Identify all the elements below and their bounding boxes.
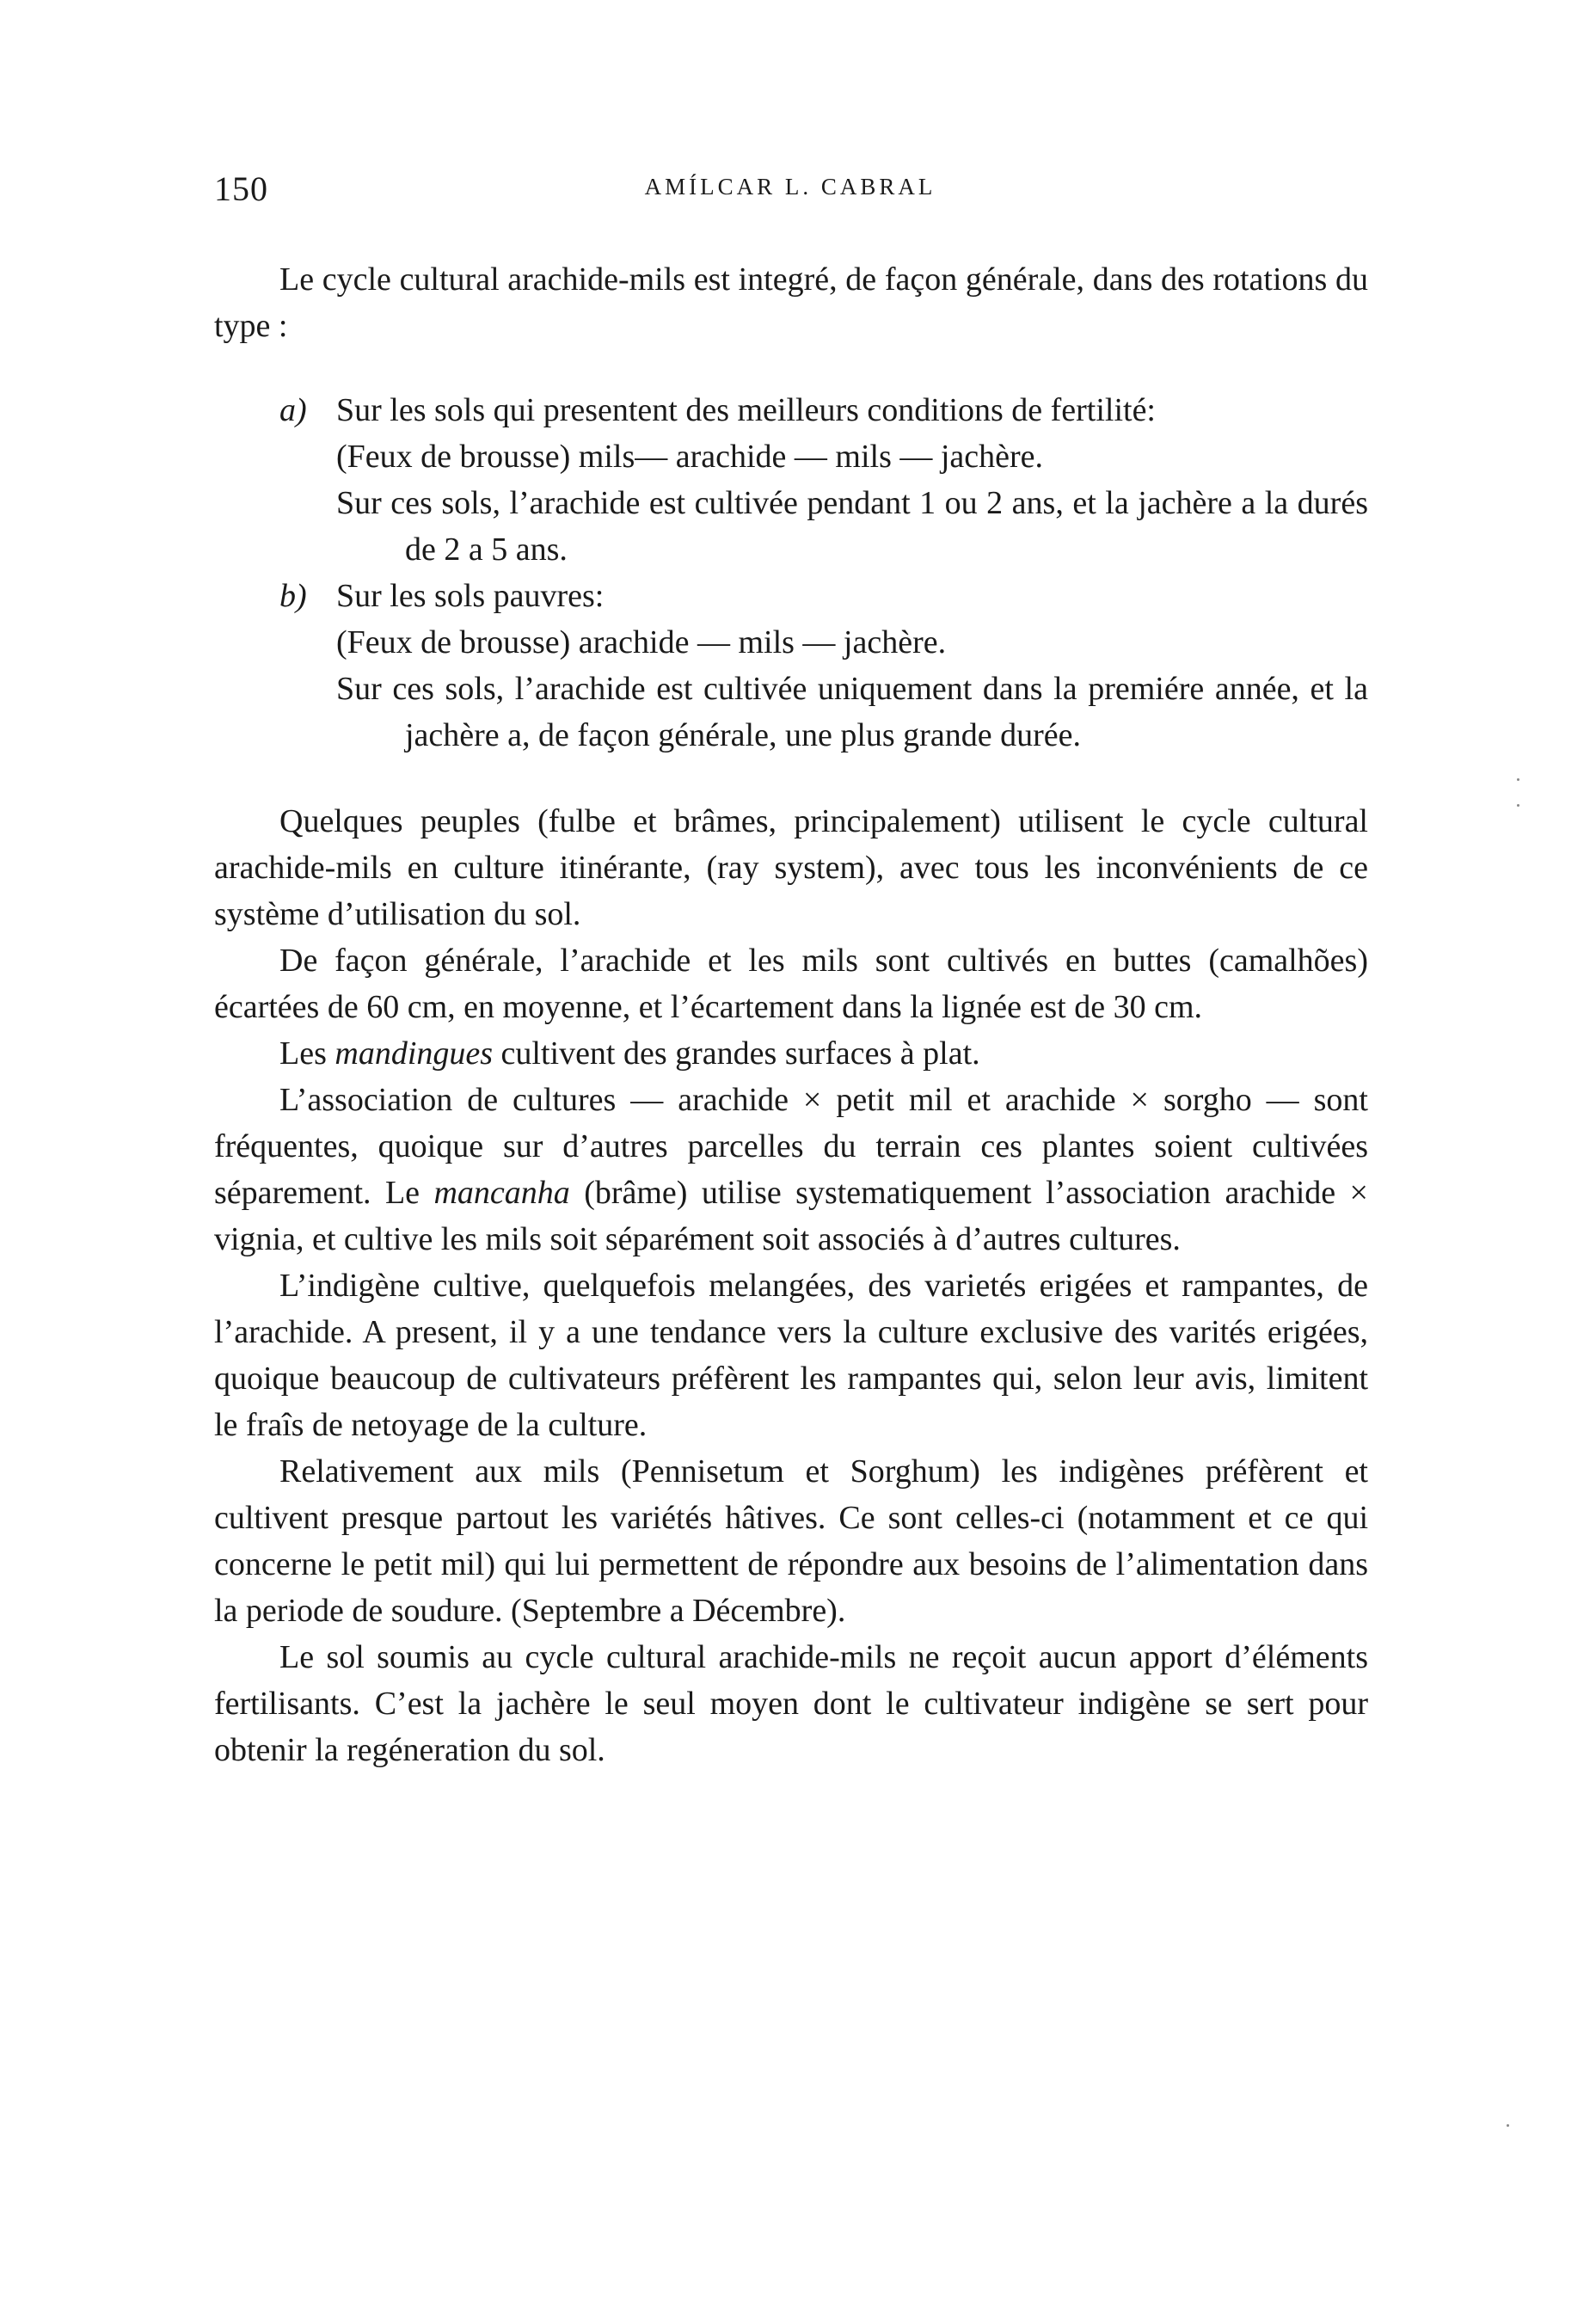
paragraph-mandingues — [214, 1030, 1368, 1077]
emphasis-mancanha: mancanha — [433, 1175, 570, 1211]
rotation-sequence: (Feux de brousse) arachide — mils — jachère. — [336, 624, 947, 660]
paragraph-buttes: De façon générale, l’arachide et les mils sont cultivés en buttes (camalhões) écartées de 60 cm, en moyenne, et l’écartement dans la lignée est de 30 cm. — [214, 943, 1368, 1025]
scan-speck — [1507, 2124, 1509, 2127]
paragraph-mils: Relativement aux mils (Pennisetum et Sorghum) les indigènes préfèrent et cultivent presque partout les variétés hâtives. Ce sont celles-ci (notamment et ce qui concerne le petit mil) qui lui permettent de répondre aux besoins de l’alimentation dans la periode de soudure. (Septembre a Décembre). — [214, 1453, 1368, 1629]
rotation-title-text: Sur les sols pauvres: — [336, 578, 605, 614]
paragraph-itinerant-culture: Quelques peuples (fulbe et brâmes, principalement) utilisent le cycle cultural arachide-mils en culture itinérante, (ray system), avec tous les inconvénients de ce système d’utilisation du sol. — [214, 803, 1368, 932]
rotation-sequence: (Feux de brousse) mils— arachide — mils — jachère. — [336, 439, 1044, 475]
rotation-letter: b) — [279, 578, 307, 614]
paragraph-soil: Le sol soumis au cycle cultural arachide-mils ne reçoit aucun apport d’éléments fertilisants. C’est la jachère le seul moyen dont le cultivateur indigène se sert pour obtenir la regéneration du sol. — [214, 1639, 1368, 1768]
intro-paragraph: Le cycle cultural arachide-mils est integré, de façon générale, dans des rotations du type : — [214, 261, 1368, 344]
text-run: Les — [279, 1035, 335, 1072]
rotation-item-b — [214, 573, 1368, 759]
rotation-letter: a) — [279, 392, 307, 428]
running-head: AMÍLCAR L. CABRAL — [644, 174, 936, 200]
page-number: 150 — [214, 169, 268, 208]
paragraph-varieties: L’indigène cultive, quelquefois melangées, des varietés erigées et rampantes, de l’arachide. A present, il y a une tendance vers la culture exclusive des varités erigées, quoique beaucoup de cultivateurs préfèrent les rampantes qui, selon leur avis, limitent le fraîs de netoyage de la culture. — [214, 1268, 1368, 1443]
text-run: (brâme) utilise systematiquement l’association arachide × vignia, et cultive les mils soit séparément soit associés à d’autres cultures. — [214, 1175, 1368, 1257]
page-body — [214, 256, 1368, 1773]
rotation-title — [214, 573, 1368, 619]
scan-speck — [1517, 778, 1519, 781]
text-run: L’association de cultures — arachide × petit mil et arachide × sorgho — sont fréquentes, quoique sur d’autres parcelles du terrain ces plantes soient cultivées séparement. Le — [214, 1082, 1368, 1211]
paragraph-association — [214, 1077, 1368, 1262]
emphasis-mandingues: mandingues — [335, 1035, 494, 1072]
scan-speck — [1517, 804, 1519, 807]
rotation-item-a — [214, 387, 1368, 573]
page-header — [214, 169, 1366, 220]
rotation-note: Sur ces sols, l’arachide est cultivée uniquement dans la premiére année, et la jachère a, de façon générale, une plus grande durée. — [336, 671, 1368, 753]
rotation-title — [214, 387, 1368, 433]
text-run: cultivent des grandes surfaces à plat. — [493, 1035, 980, 1072]
rotation-title-text: Sur les sols qui presentent des meilleurs conditions de fertilité: — [336, 392, 1156, 428]
rotation-list — [214, 387, 1368, 759]
rotation-note: Sur ces sols, l’arachide est cultivée pendant 1 ou 2 ans, et la jachère a la durés de 2 a 5 ans. — [336, 485, 1368, 568]
